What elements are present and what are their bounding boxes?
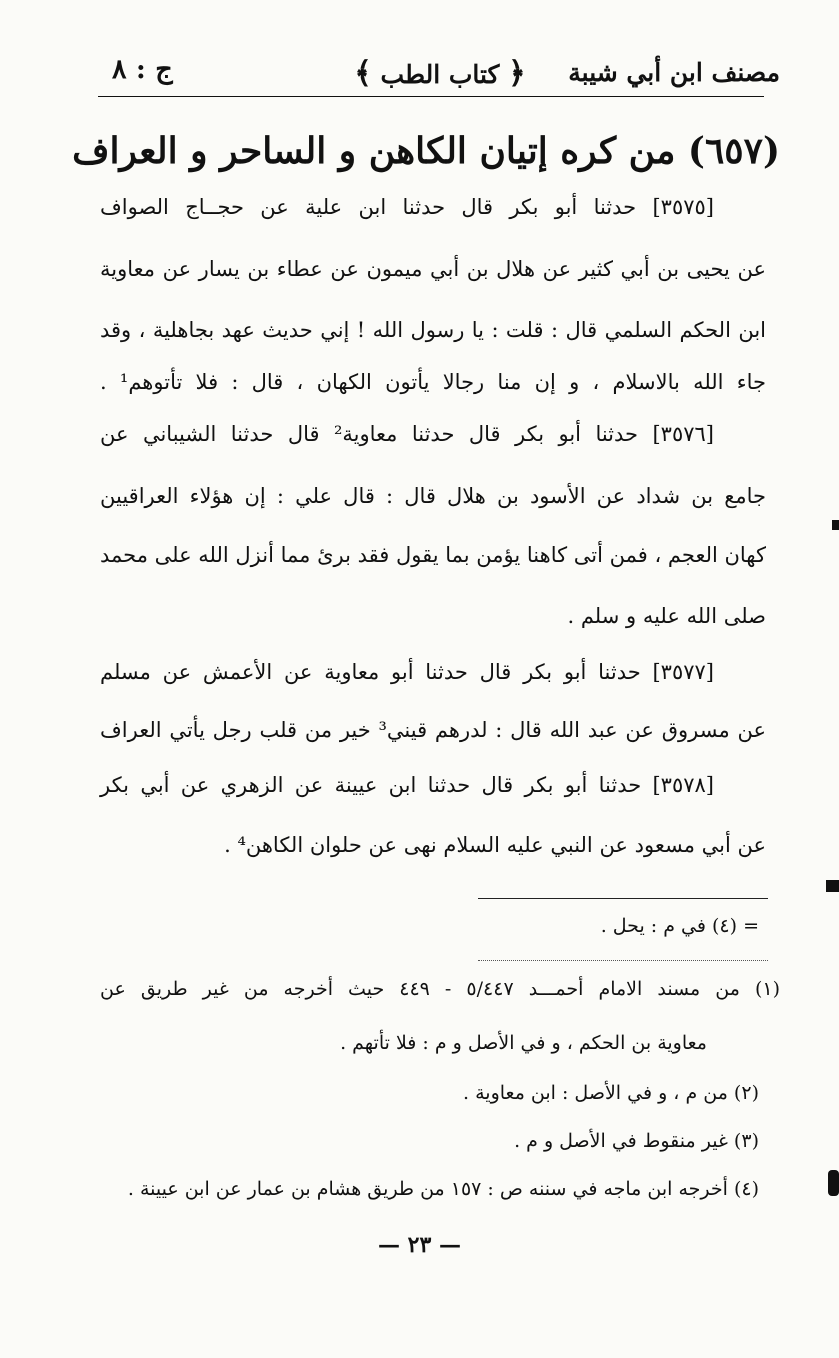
footnote-3: (٣) غير منقوط في الأصل و م . <box>514 1130 759 1152</box>
page-number: — ٢٣ — <box>378 1232 461 1258</box>
hadith-3576-line-4: صلى الله عليه و سلم . <box>567 604 766 628</box>
scan-edge-mark <box>832 520 839 530</box>
header-rule <box>98 96 764 97</box>
footnote-4: (٤) أخرجه ابن ماجه في سننه ص : ١٥٧ من طريق هشام بن عمار عن ابن عيينة . <box>127 1178 759 1200</box>
ornamental-bracket-close: ﴾ <box>354 56 372 91</box>
hadith-3577-line-1: [٣٥٧٧] حدثنا أبو بكر قال حدثنا أبو معاوية عن الأعمش عن مسلم <box>100 660 714 684</box>
footnote-dotted-separator <box>478 960 768 961</box>
footnote-carryover: = (٤) في م : يحل . <box>600 915 759 937</box>
hadith-3578-line-2: عن أبي مسعود عن النبي عليه السلام نهى عن حلوان الكاهن⁴ . <box>224 833 766 857</box>
volume-label: ج : ٨ <box>112 54 173 85</box>
footnote-1-continued: معاوية بن الحكم ، و في الأصل و م : فلا تأتهم . <box>340 1032 707 1054</box>
running-header <box>100 50 780 96</box>
hadith-3575-line-2: عن يحيى بن أبي كثير عن هلال بن أبي ميمون عن عطاء بن يسار عن معاوية <box>100 257 766 281</box>
hadith-3576-line-3: كهان العجم ، فمن أتى كاهنا يؤمن بما يقول فقد برئ مما أنزل الله على محمد <box>99 543 766 567</box>
section-title-text: كتاب الطب <box>380 60 500 89</box>
book-title: مصنف ابن أبي شيبة <box>568 58 780 87</box>
hadith-3575-line-4: جاء الله بالاسلام ، و إن منا رجالا يأتون الكهان ، قال : فلا تأتوهم¹ . <box>100 370 766 394</box>
scan-edge-mark <box>826 880 839 892</box>
hadith-3578-line-1: [٣٥٧٨] حدثنا أبو بكر قال حدثنا ابن عيينة عن الزهري عن أبي بكر <box>100 773 714 797</box>
section-title <box>354 56 526 91</box>
ornamental-bracket-open: ﴿ <box>508 56 526 91</box>
hadith-3576-line-2: جامع بن شداد عن الأسود بن هلال قال : قال علي : إن هؤلاء العراقيين <box>100 484 766 508</box>
hadith-3577-line-2: عن مسروق عن عبد الله قال : لدرهم قيني³ خير من قلب رجل يأتي العراف <box>100 718 766 742</box>
hadith-3575-line-3: ابن الحكم السلمي قال : قلت : يا رسول الله ! إني حديث عهد بجاهلية ، وقد <box>100 318 766 342</box>
footnote-2: (٢) من م ، و في الأصل : ابن معاوية . <box>463 1082 759 1104</box>
scan-edge-mark <box>828 1170 839 1196</box>
hadith-3576-line-1: [٣٥٧٦] حدثنا أبو بكر قال حدثنا معاوية² قال حدثنا الشيباني عن <box>100 422 714 446</box>
hadith-3575-line-1: [٣٥٧٥] حدثنا أبو بكر قال حدثنا ابن علية عن حجــاج الصواف <box>100 195 714 219</box>
footnote-1: (١) من مسند الامام أحمـــد ٥/٤٤٧ - ٤٤٩ حيث أخرجه من غير طريق عن <box>100 978 780 1000</box>
chapter-heading: (٦٥٧) من كره إتيان الكاهن و الساحر و العراف <box>72 130 780 172</box>
footnote-separator <box>478 898 768 899</box>
